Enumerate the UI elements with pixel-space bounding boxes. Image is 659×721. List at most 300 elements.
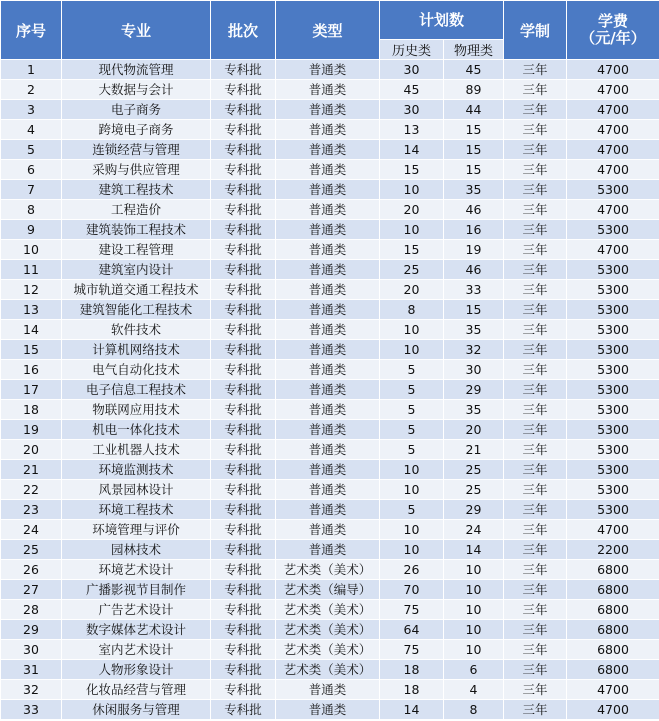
- cell-fee: 5300: [567, 340, 659, 360]
- header-major: 专业: [62, 1, 211, 60]
- cell-fee: 2200: [567, 540, 659, 560]
- cell-major: 工程造价: [62, 200, 211, 220]
- cell-type: 艺术类（美术）: [276, 560, 380, 580]
- cell-history: 10: [380, 180, 444, 200]
- cell-type: 普通类: [276, 300, 380, 320]
- cell-major: 建筑智能化工程技术: [62, 300, 211, 320]
- cell-physics: 15: [444, 160, 504, 180]
- cell-fee: 4700: [567, 700, 659, 720]
- table-row: [1, 140, 659, 160]
- cell-physics: 10: [444, 600, 504, 620]
- cell-history: 10: [380, 340, 444, 360]
- cell-major: 建设工程管理: [62, 240, 211, 260]
- cell-major: 广播影视节目制作: [62, 580, 211, 600]
- cell-history: 64: [380, 620, 444, 640]
- cell-history: 5: [380, 440, 444, 460]
- cell-fee: 6800: [567, 600, 659, 620]
- cell-years: 三年: [504, 580, 567, 600]
- cell-seq: 6: [1, 160, 62, 180]
- cell-years: 三年: [504, 600, 567, 620]
- cell-seq: 21: [1, 460, 62, 480]
- cell-fee: 4700: [567, 520, 659, 540]
- cell-history: 45: [380, 80, 444, 100]
- cell-years: 三年: [504, 100, 567, 120]
- cell-seq: 16: [1, 360, 62, 380]
- header-batch: 批次: [211, 1, 276, 60]
- cell-years: 三年: [504, 220, 567, 240]
- cell-major: 城市轨道交通工程技术: [62, 280, 211, 300]
- cell-fee: 5300: [567, 280, 659, 300]
- cell-fee: 4700: [567, 160, 659, 180]
- cell-physics: 30: [444, 360, 504, 380]
- cell-years: 三年: [504, 520, 567, 540]
- cell-history: 5: [380, 380, 444, 400]
- cell-type: 艺术类（美术）: [276, 600, 380, 620]
- cell-physics: 21: [444, 440, 504, 460]
- cell-batch: 专科批: [211, 560, 276, 580]
- cell-years: 三年: [504, 120, 567, 140]
- cell-physics: 44: [444, 100, 504, 120]
- header-history: 历史类: [380, 39, 444, 59]
- cell-fee: 4700: [567, 200, 659, 220]
- cell-major: 物联网应用技术: [62, 400, 211, 420]
- cell-major: 广告艺术设计: [62, 600, 211, 620]
- header-physics: 物理类: [444, 39, 504, 59]
- cell-history: 30: [380, 60, 444, 80]
- cell-fee: 4700: [567, 680, 659, 700]
- cell-physics: 16: [444, 220, 504, 240]
- cell-seq: 15: [1, 340, 62, 360]
- cell-physics: 29: [444, 500, 504, 520]
- cell-seq: 5: [1, 140, 62, 160]
- cell-type: 艺术类（编导）: [276, 580, 380, 600]
- header-years: 学制: [504, 1, 567, 60]
- cell-physics: 32: [444, 340, 504, 360]
- cell-major: 风景园林设计: [62, 480, 211, 500]
- cell-batch: 专科批: [211, 160, 276, 180]
- cell-major: 园林技术: [62, 540, 211, 560]
- cell-years: 三年: [504, 540, 567, 560]
- cell-seq: 18: [1, 400, 62, 420]
- cell-type: 普通类: [276, 460, 380, 480]
- cell-batch: 专科批: [211, 260, 276, 280]
- table-row: [1, 540, 659, 560]
- cell-fee: 5300: [567, 180, 659, 200]
- cell-type: 普通类: [276, 120, 380, 140]
- cell-history: 10: [380, 520, 444, 540]
- cell-years: 三年: [504, 440, 567, 460]
- table-row: [1, 440, 659, 460]
- cell-type: 普通类: [276, 260, 380, 280]
- cell-type: 普通类: [276, 520, 380, 540]
- cell-fee: 6800: [567, 620, 659, 640]
- cell-batch: 专科批: [211, 440, 276, 460]
- cell-seq: 20: [1, 440, 62, 460]
- cell-major: 大数据与会计: [62, 80, 211, 100]
- cell-history: 18: [380, 660, 444, 680]
- cell-seq: 33: [1, 700, 62, 720]
- cell-history: 10: [380, 320, 444, 340]
- header-type: 类型: [276, 1, 380, 60]
- cell-seq: 13: [1, 300, 62, 320]
- table-row: [1, 220, 659, 240]
- cell-seq: 23: [1, 500, 62, 520]
- cell-type: 普通类: [276, 180, 380, 200]
- cell-type: 艺术类（美术）: [276, 660, 380, 680]
- cell-seq: 8: [1, 200, 62, 220]
- table-row: [1, 660, 659, 680]
- cell-years: 三年: [504, 140, 567, 160]
- cell-major: 软件技术: [62, 320, 211, 340]
- header-seq: 序号: [1, 1, 62, 60]
- cell-history: 5: [380, 420, 444, 440]
- cell-history: 20: [380, 200, 444, 220]
- cell-years: 三年: [504, 360, 567, 380]
- cell-years: 三年: [504, 460, 567, 480]
- cell-type: 普通类: [276, 480, 380, 500]
- cell-major: 计算机网络技术: [62, 340, 211, 360]
- cell-years: 三年: [504, 200, 567, 220]
- header-fee: 学费 （元/年）: [567, 1, 659, 60]
- cell-major: 环境管理与评价: [62, 520, 211, 540]
- cell-fee: 5300: [567, 300, 659, 320]
- cell-physics: 15: [444, 140, 504, 160]
- cell-years: 三年: [504, 400, 567, 420]
- cell-fee: 5300: [567, 480, 659, 500]
- table-row: [1, 640, 659, 660]
- cell-type: 普通类: [276, 160, 380, 180]
- cell-physics: 15: [444, 120, 504, 140]
- cell-major: 电子商务: [62, 100, 211, 120]
- cell-fee: 4700: [567, 140, 659, 160]
- cell-batch: 专科批: [211, 340, 276, 360]
- cell-seq: 10: [1, 240, 62, 260]
- cell-batch: 专科批: [211, 280, 276, 300]
- cell-physics: 35: [444, 400, 504, 420]
- cell-seq: 26: [1, 560, 62, 580]
- cell-batch: 专科批: [211, 80, 276, 100]
- cell-history: 75: [380, 640, 444, 660]
- cell-batch: 专科批: [211, 680, 276, 700]
- cell-history: 14: [380, 140, 444, 160]
- cell-batch: 专科批: [211, 480, 276, 500]
- cell-seq: 32: [1, 680, 62, 700]
- cell-batch: 专科批: [211, 620, 276, 640]
- cell-physics: 10: [444, 560, 504, 580]
- cell-batch: 专科批: [211, 520, 276, 540]
- cell-years: 三年: [504, 380, 567, 400]
- cell-years: 三年: [504, 700, 567, 720]
- cell-major: 工业机器人技术: [62, 440, 211, 460]
- cell-seq: 28: [1, 600, 62, 620]
- cell-physics: 14: [444, 540, 504, 560]
- cell-physics: 19: [444, 240, 504, 260]
- cell-years: 三年: [504, 560, 567, 580]
- cell-physics: 29: [444, 380, 504, 400]
- cell-batch: 专科批: [211, 640, 276, 660]
- cell-fee: 5300: [567, 440, 659, 460]
- table-row: [1, 300, 659, 320]
- cell-history: 8: [380, 300, 444, 320]
- cell-history: 70: [380, 580, 444, 600]
- cell-seq: 1: [1, 60, 62, 80]
- cell-years: 三年: [504, 60, 567, 80]
- cell-physics: 25: [444, 460, 504, 480]
- cell-history: 10: [380, 480, 444, 500]
- cell-years: 三年: [504, 300, 567, 320]
- cell-batch: 专科批: [211, 320, 276, 340]
- table-row: [1, 700, 659, 720]
- cell-seq: 30: [1, 640, 62, 660]
- cell-batch: 专科批: [211, 300, 276, 320]
- cell-major: 电子信息工程技术: [62, 380, 211, 400]
- cell-major: 现代物流管理: [62, 60, 211, 80]
- cell-physics: 35: [444, 320, 504, 340]
- cell-years: 三年: [504, 160, 567, 180]
- cell-major: 跨境电子商务: [62, 120, 211, 140]
- cell-fee: 5300: [567, 260, 659, 280]
- table-row: [1, 380, 659, 400]
- cell-history: 75: [380, 600, 444, 620]
- cell-batch: 专科批: [211, 420, 276, 440]
- table-row: [1, 680, 659, 700]
- cell-physics: 24: [444, 520, 504, 540]
- cell-seq: 4: [1, 120, 62, 140]
- cell-physics: 10: [444, 640, 504, 660]
- cell-batch: 专科批: [211, 100, 276, 120]
- table-row: [1, 420, 659, 440]
- cell-history: 20: [380, 280, 444, 300]
- cell-fee: 5300: [567, 380, 659, 400]
- cell-years: 三年: [504, 280, 567, 300]
- cell-type: 艺术类（美术）: [276, 640, 380, 660]
- cell-physics: 25: [444, 480, 504, 500]
- cell-fee: 5300: [567, 360, 659, 380]
- cell-major: 建筑室内设计: [62, 260, 211, 280]
- cell-seq: 9: [1, 220, 62, 240]
- cell-physics: 46: [444, 200, 504, 220]
- cell-type: 普通类: [276, 680, 380, 700]
- cell-seq: 7: [1, 180, 62, 200]
- cell-type: 普通类: [276, 320, 380, 340]
- cell-physics: 33: [444, 280, 504, 300]
- table-row: [1, 180, 659, 200]
- cell-years: 三年: [504, 260, 567, 280]
- cell-years: 三年: [504, 500, 567, 520]
- cell-fee: 6800: [567, 580, 659, 600]
- cell-years: 三年: [504, 420, 567, 440]
- table-row: [1, 320, 659, 340]
- cell-seq: 12: [1, 280, 62, 300]
- cell-history: 13: [380, 120, 444, 140]
- table-row: [1, 100, 659, 120]
- table-row: [1, 200, 659, 220]
- cell-history: 10: [380, 220, 444, 240]
- cell-fee: 4700: [567, 100, 659, 120]
- cell-fee: 4700: [567, 80, 659, 100]
- header-plan: 计划数: [380, 1, 504, 40]
- cell-history: 14: [380, 700, 444, 720]
- cell-batch: 专科批: [211, 580, 276, 600]
- table-row: [1, 60, 659, 80]
- cell-seq: 22: [1, 480, 62, 500]
- cell-years: 三年: [504, 180, 567, 200]
- cell-major: 室内艺术设计: [62, 640, 211, 660]
- cell-batch: 专科批: [211, 700, 276, 720]
- cell-major: 化妆品经营与管理: [62, 680, 211, 700]
- cell-batch: 专科批: [211, 460, 276, 480]
- cell-fee: 4700: [567, 60, 659, 80]
- table-row: [1, 240, 659, 260]
- cell-major: 环境艺术设计: [62, 560, 211, 580]
- cell-batch: 专科批: [211, 360, 276, 380]
- cell-type: 普通类: [276, 420, 380, 440]
- cell-seq: 14: [1, 320, 62, 340]
- cell-physics: 35: [444, 180, 504, 200]
- cell-major: 机电一体化技术: [62, 420, 211, 440]
- cell-physics: 45: [444, 60, 504, 80]
- cell-type: 普通类: [276, 540, 380, 560]
- cell-fee: 4700: [567, 120, 659, 140]
- cell-seq: 31: [1, 660, 62, 680]
- table-row: [1, 600, 659, 620]
- cell-major: 电气自动化技术: [62, 360, 211, 380]
- cell-major: 环境工程技术: [62, 500, 211, 520]
- table-row: [1, 620, 659, 640]
- cell-fee: 6800: [567, 660, 659, 680]
- cell-type: 艺术类（美术）: [276, 620, 380, 640]
- cell-batch: 专科批: [211, 180, 276, 200]
- cell-seq: 29: [1, 620, 62, 640]
- cell-batch: 专科批: [211, 380, 276, 400]
- cell-history: 30: [380, 100, 444, 120]
- cell-seq: 11: [1, 260, 62, 280]
- cell-years: 三年: [504, 660, 567, 680]
- table-row: [1, 560, 659, 580]
- cell-major: 人物形象设计: [62, 660, 211, 680]
- cell-type: 普通类: [276, 400, 380, 420]
- cell-years: 三年: [504, 480, 567, 500]
- table-row: [1, 260, 659, 280]
- cell-batch: 专科批: [211, 220, 276, 240]
- cell-history: 18: [380, 680, 444, 700]
- cell-major: 环境监测技术: [62, 460, 211, 480]
- cell-fee: 5300: [567, 500, 659, 520]
- cell-physics: 20: [444, 420, 504, 440]
- cell-fee: 4700: [567, 240, 659, 260]
- cell-seq: 19: [1, 420, 62, 440]
- cell-type: 普通类: [276, 380, 380, 400]
- cell-type: 普通类: [276, 440, 380, 460]
- cell-type: 普通类: [276, 80, 380, 100]
- table-row: [1, 500, 659, 520]
- cell-years: 三年: [504, 640, 567, 660]
- cell-years: 三年: [504, 240, 567, 260]
- cell-physics: 89: [444, 80, 504, 100]
- cell-physics: 46: [444, 260, 504, 280]
- cell-batch: 专科批: [211, 500, 276, 520]
- cell-major: 建筑工程技术: [62, 180, 211, 200]
- cell-major: 休闲服务与管理: [62, 700, 211, 720]
- cell-type: 普通类: [276, 280, 380, 300]
- cell-history: 15: [380, 240, 444, 260]
- cell-physics: 10: [444, 580, 504, 600]
- cell-type: 普通类: [276, 60, 380, 80]
- cell-major: 数字媒体艺术设计: [62, 620, 211, 640]
- cell-seq: 24: [1, 520, 62, 540]
- cell-years: 三年: [504, 620, 567, 640]
- cell-type: 普通类: [276, 240, 380, 260]
- cell-history: 26: [380, 560, 444, 580]
- cell-major: 建筑装饰工程技术: [62, 220, 211, 240]
- cell-physics: 10: [444, 620, 504, 640]
- table-row: [1, 280, 659, 300]
- cell-type: 普通类: [276, 100, 380, 120]
- cell-type: 普通类: [276, 700, 380, 720]
- table-row: [1, 340, 659, 360]
- cell-history: 10: [380, 460, 444, 480]
- cell-history: 10: [380, 540, 444, 560]
- cell-years: 三年: [504, 340, 567, 360]
- cell-years: 三年: [504, 80, 567, 100]
- table-row: [1, 160, 659, 180]
- cell-fee: 5300: [567, 320, 659, 340]
- cell-fee: 5300: [567, 460, 659, 480]
- table-row: [1, 520, 659, 540]
- cell-fee: 5300: [567, 220, 659, 240]
- cell-batch: 专科批: [211, 400, 276, 420]
- cell-seq: 17: [1, 380, 62, 400]
- cell-history: 25: [380, 260, 444, 280]
- table-row: [1, 120, 659, 140]
- cell-batch: 专科批: [211, 200, 276, 220]
- cell-type: 普通类: [276, 200, 380, 220]
- table-row: [1, 400, 659, 420]
- cell-batch: 专科批: [211, 120, 276, 140]
- table-row: [1, 80, 659, 100]
- cell-fee: 6800: [567, 560, 659, 580]
- cell-physics: 4: [444, 680, 504, 700]
- cell-physics: 6: [444, 660, 504, 680]
- cell-batch: 专科批: [211, 540, 276, 560]
- cell-type: 普通类: [276, 340, 380, 360]
- cell-type: 普通类: [276, 500, 380, 520]
- table-row: [1, 580, 659, 600]
- table-row: [1, 460, 659, 480]
- cell-seq: 27: [1, 580, 62, 600]
- cell-major: 连锁经营与管理: [62, 140, 211, 160]
- table-body: [1, 60, 659, 720]
- cell-batch: 专科批: [211, 140, 276, 160]
- cell-type: 普通类: [276, 360, 380, 380]
- cell-physics: 15: [444, 300, 504, 320]
- cell-history: 5: [380, 500, 444, 520]
- table-row: [1, 360, 659, 380]
- cell-batch: 专科批: [211, 660, 276, 680]
- cell-seq: 25: [1, 540, 62, 560]
- cell-history: 5: [380, 360, 444, 380]
- cell-years: 三年: [504, 680, 567, 700]
- cell-history: 15: [380, 160, 444, 180]
- cell-seq: 3: [1, 100, 62, 120]
- cell-major: 采购与供应管理: [62, 160, 211, 180]
- cell-batch: 专科批: [211, 240, 276, 260]
- cell-fee: 5300: [567, 400, 659, 420]
- cell-history: 5: [380, 400, 444, 420]
- cell-batch: 专科批: [211, 60, 276, 80]
- cell-fee: 5300: [567, 420, 659, 440]
- cell-type: 普通类: [276, 140, 380, 160]
